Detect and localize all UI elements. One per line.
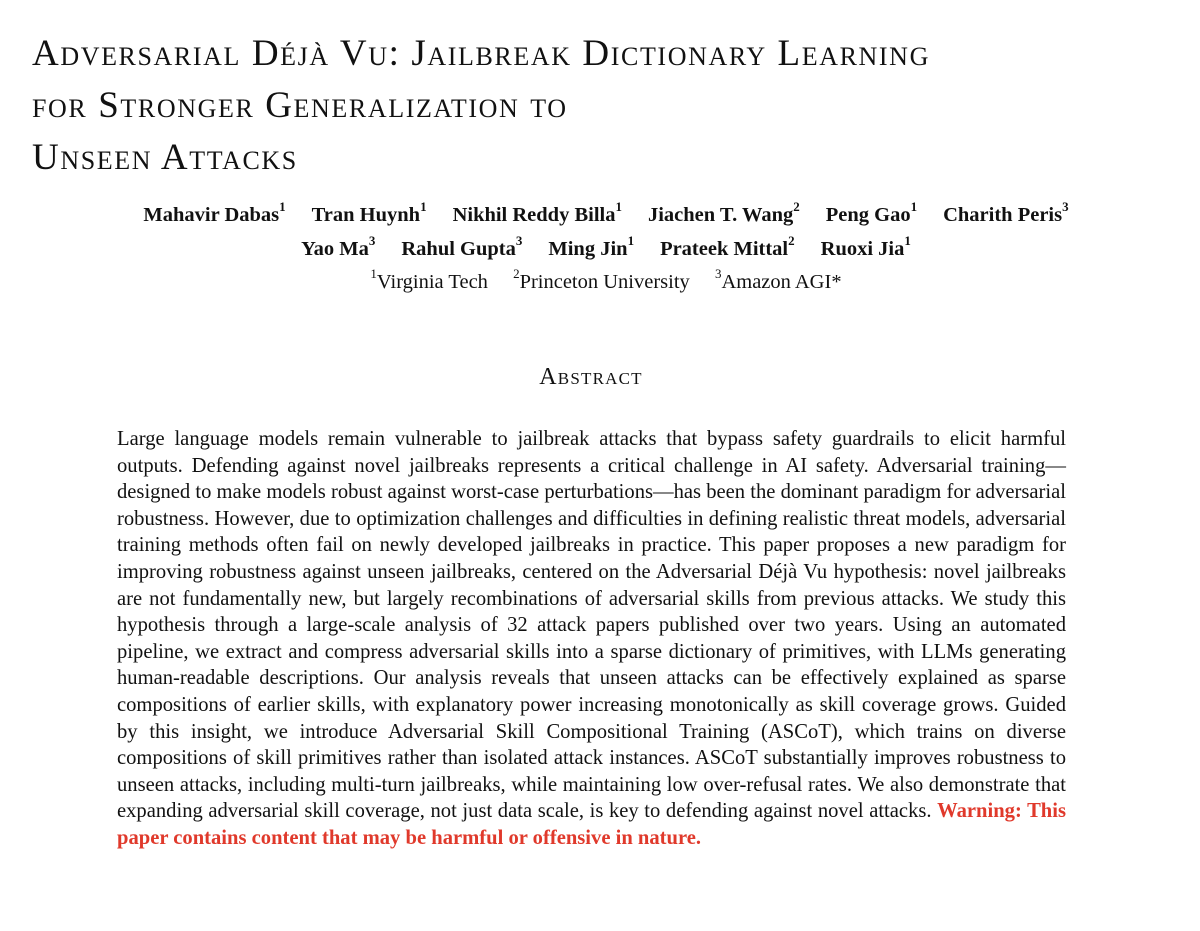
author: Yao Ma$^3$ bbox=[301, 233, 376, 260]
abstract-text: Large language models remain vulnerable to jailbreak attacks that bypass safety guardrails to elicit harmful outputs. Defending against novel jailbreaks represents a critical challenge in AI safety. Adversarial training—designed to make models robust against worst-case perturbations—has been the dominant paradigm for adversarial robustness. However, due to optimization challenges and difficulties in defining realistic threat models, adversarial training methods often fail on newly developed jailbreaks in practice. This paper proposes a new paradigm for improving robustness against unseen jailbreaks, centered on the Adversarial Déjà Vu hypothesis: novel jailbreaks are not fundamentally new, but largely recombinations of adversarial skills from previous attacks. We study this hypothesis through a large-scale analysis of 32 attack papers published over two years. Using an automated pipeline, we extract and compress adversarial skills into a sparse dictionary of primitives, with LLMs generating human-readable descriptions. Our analysis reveals that unseen attacks can be effectively explained as sparse compositions of earlier skills, with explanatory power increasing monotonically as skill coverage grows. Guided by this insight, we introduce Adversarial Skill Compositional Training (ASCoT), which trains on diverse compositions of skill primitives rather than isolated attack instances. ASCoT substantially improves robustness to unseen attacks, including multi-turn jailbreaks, while maintaining low over-refusal rates. We also demonstrate that expanding adversarial skill coverage, not just data scale, is key to defending against novel attacks. bbox=[117, 428, 1066, 823]
affiliation: $^3$Amazon AGI* bbox=[714, 266, 842, 293]
author: Peng Gao$^1$ bbox=[825, 199, 918, 226]
abstract-body bbox=[117, 426, 1066, 852]
affiliation: $^2$Princeton University bbox=[513, 266, 690, 293]
author: Ruoxi Jia$^1$ bbox=[820, 233, 911, 260]
author-row-2 bbox=[0, 232, 1200, 266]
author: Tran Huynh$^1$ bbox=[311, 199, 427, 226]
title-line-2: for Stronger Generalization to bbox=[32, 85, 568, 126]
author: Charith Peris$^3$ bbox=[943, 199, 1069, 226]
author: Jiachen T. Wang$^2$ bbox=[647, 199, 800, 226]
author-row-1 bbox=[0, 198, 1200, 232]
author: Ming Jin$^1$ bbox=[548, 233, 635, 260]
author: Mahavir Dabas$^1$ bbox=[143, 199, 286, 226]
warning-text: Warning: This paper contains content that may be harmful or offensive in nature. bbox=[117, 800, 1066, 849]
affiliations bbox=[0, 266, 1200, 298]
author: Rahul Gupta$^3$ bbox=[401, 233, 523, 260]
title-line-1: Adversarial Déjà Vu: Jailbreak Dictionary Learning bbox=[32, 33, 930, 74]
abstract-heading: Abstract bbox=[539, 364, 643, 390]
author: Prateek Mittal$^2$ bbox=[660, 233, 795, 260]
title-line-3: Unseen Attacks bbox=[32, 137, 298, 178]
affiliation: $^1$Virginia Tech bbox=[370, 266, 488, 293]
paper-title bbox=[32, 28, 1182, 184]
author-list bbox=[0, 198, 1200, 266]
author: Nikhil Reddy Billa$^1$ bbox=[452, 199, 622, 226]
